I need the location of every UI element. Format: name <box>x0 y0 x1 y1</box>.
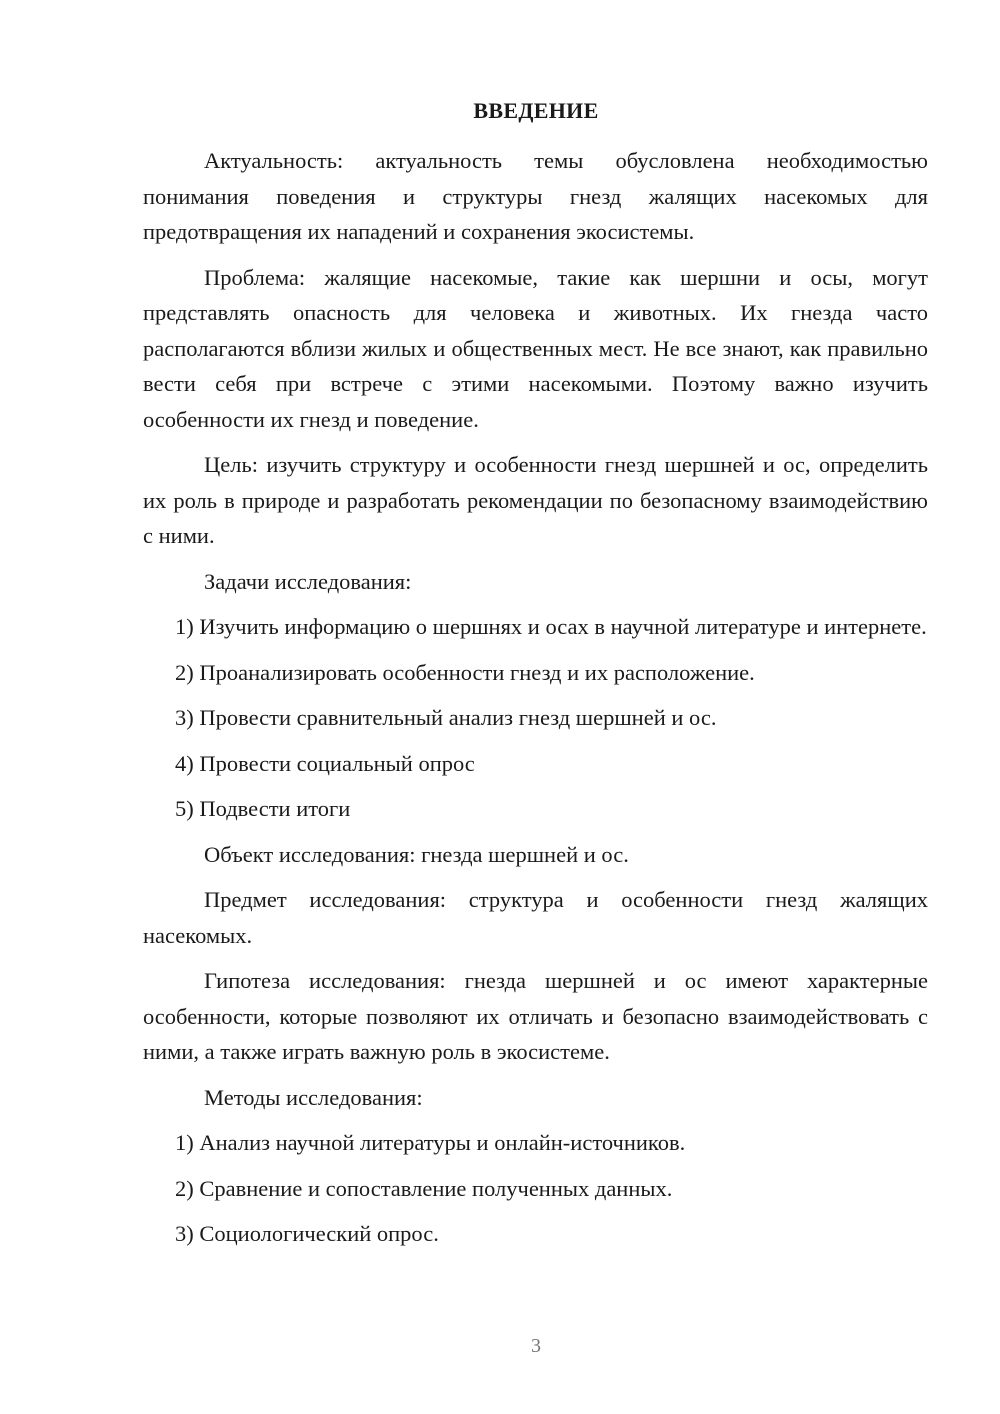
task-item: 2) Проанализировать особенности гнезд и их расположение. <box>175 659 755 685</box>
method-item: 1) Анализ научной литературы и онлайн-источников. <box>175 1130 686 1155</box>
object-paragraph: Объект исследования: гнезда шершней и ос. <box>204 841 629 867</box>
task-item: 1) Изучить информацию о шершнях и осах в научной литературе и интернете. <box>175 614 927 639</box>
method-item: 2) Сравнение и сопоставление полученных данных. <box>175 1175 673 1201</box>
problem-paragraph: Проблема: жалящие насекомые, такие как шершни и осы, могут представлять опасность для человека и животных. Их гнезда часто располагаются вблизи жилых и общественных мест. Не все знают, как правильно вести себя при встрече с этими насекомыми. Поэтому важно изучить особенности их гнезд и поведение. <box>143 264 928 432</box>
method-item: 3) Социологический опрос. <box>175 1221 439 1246</box>
task-item: 4) Провести социальный опрос <box>175 750 475 776</box>
hypothesis-paragraph: Гипотеза исследования: гнезда шершней и ос имеют характерные особенности, которые позволяют их отличать и безопасно взаимодействовать с ними, а также играть важную роль в экосистеме. <box>143 968 928 1064</box>
page-number: 3 <box>531 1335 541 1357</box>
subject-paragraph: Предмет исследования: структура и особенности гнезд жалящих насекомых. <box>143 887 928 948</box>
document-body <box>143 143 928 1262</box>
tasks-heading: Задачи исследования: <box>204 568 412 594</box>
relevance-paragraph: Актуальность: актуальность темы обусловлена необходимостью понимания поведения и структуры гнезд жалящих насекомых для предотвращения их нападений и сохранения экосистемы. <box>143 148 928 244</box>
methods-heading: Методы исследования: <box>204 1084 423 1110</box>
section-title: ВВЕДЕНИЕ <box>473 98 599 123</box>
goal-paragraph: Цель: изучить структуру и особенности гнезд шершней и ос, определить их роль в природе и разработать рекомендации по безопасному взаимодействию с ними. <box>143 452 928 548</box>
task-item: 3) Провести сравнительный анализ гнезд шершней и ос. <box>175 705 717 730</box>
task-item: 5) Подвести итоги <box>175 796 351 821</box>
